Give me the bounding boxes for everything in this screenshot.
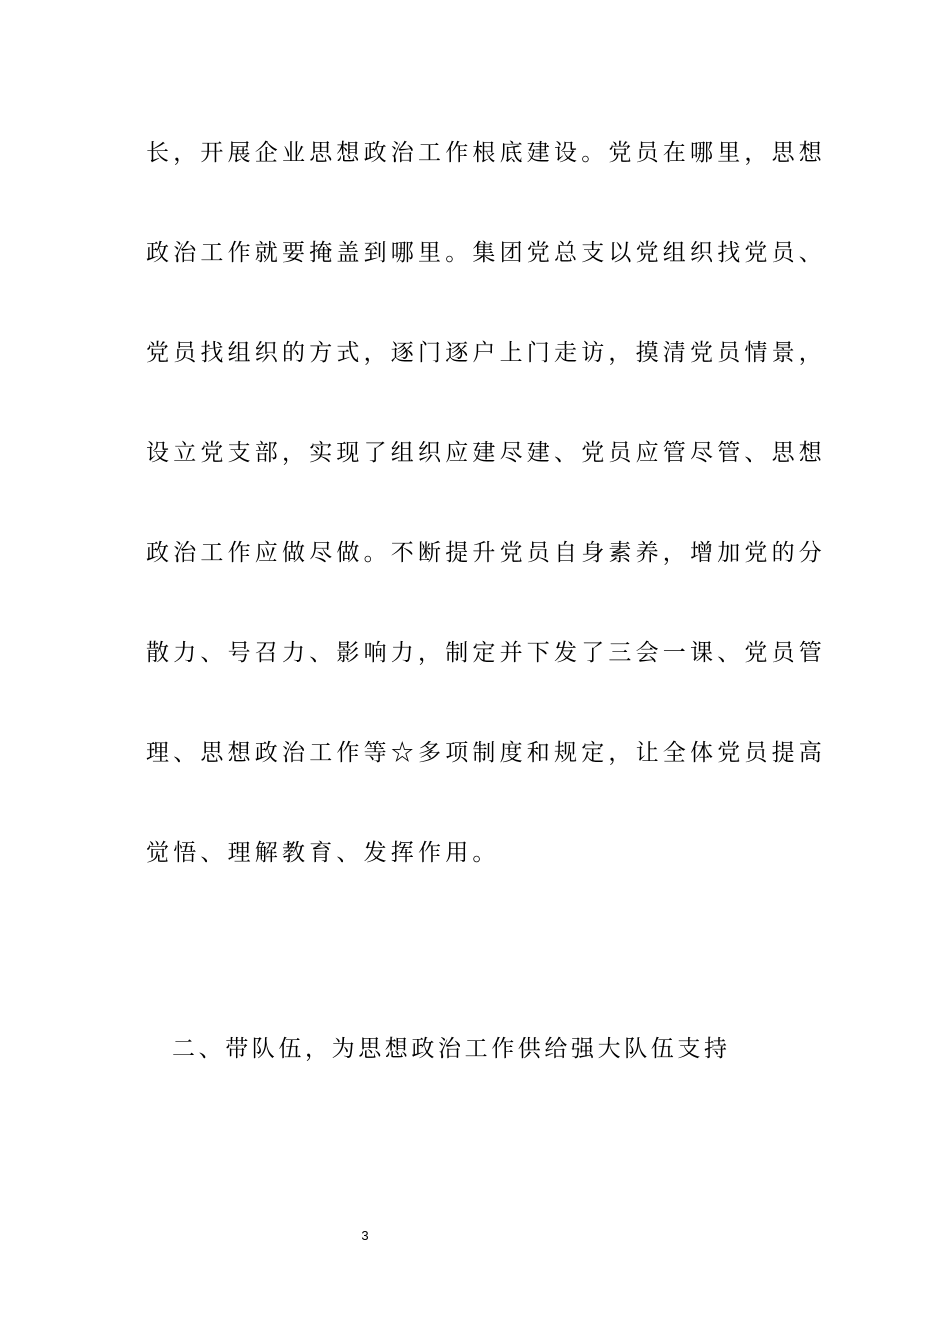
section-heading: 二、带队伍，为思想政治工作供给强大队伍支持 <box>172 1036 731 1062</box>
paragraph-line-5: 政治工作应做尽做。不断提升党员自身素养，增加党的分 <box>146 540 826 566</box>
paragraph-line-1: 长，开展企业思想政治工作根底建设。党员在哪里，思想 <box>146 140 826 166</box>
paragraph-line-6: 散力、号召力、影响力，制定并下发了三会一课、党员管 <box>146 640 826 666</box>
body-paragraph <box>146 128 826 928</box>
paragraph-line-8: 觉悟、理解教育、发挥作用。 <box>146 840 500 866</box>
paragraph-line-2: 政治工作就要掩盖到哪里。集团党总支以党组织找党员、 <box>146 240 826 266</box>
paragraph-line-3: 党员找组织的方式，逐门逐户上门走访，摸清党员情景， <box>146 340 826 366</box>
page-number: 3 <box>361 1228 369 1243</box>
paragraph-line-4: 设立党支部，实现了组织应建尽建、党员应管尽管、思想 <box>146 440 826 466</box>
paragraph-line-7: 理、思想政治工作等☆多项制度和规定，让全体党员提高 <box>146 740 826 766</box>
